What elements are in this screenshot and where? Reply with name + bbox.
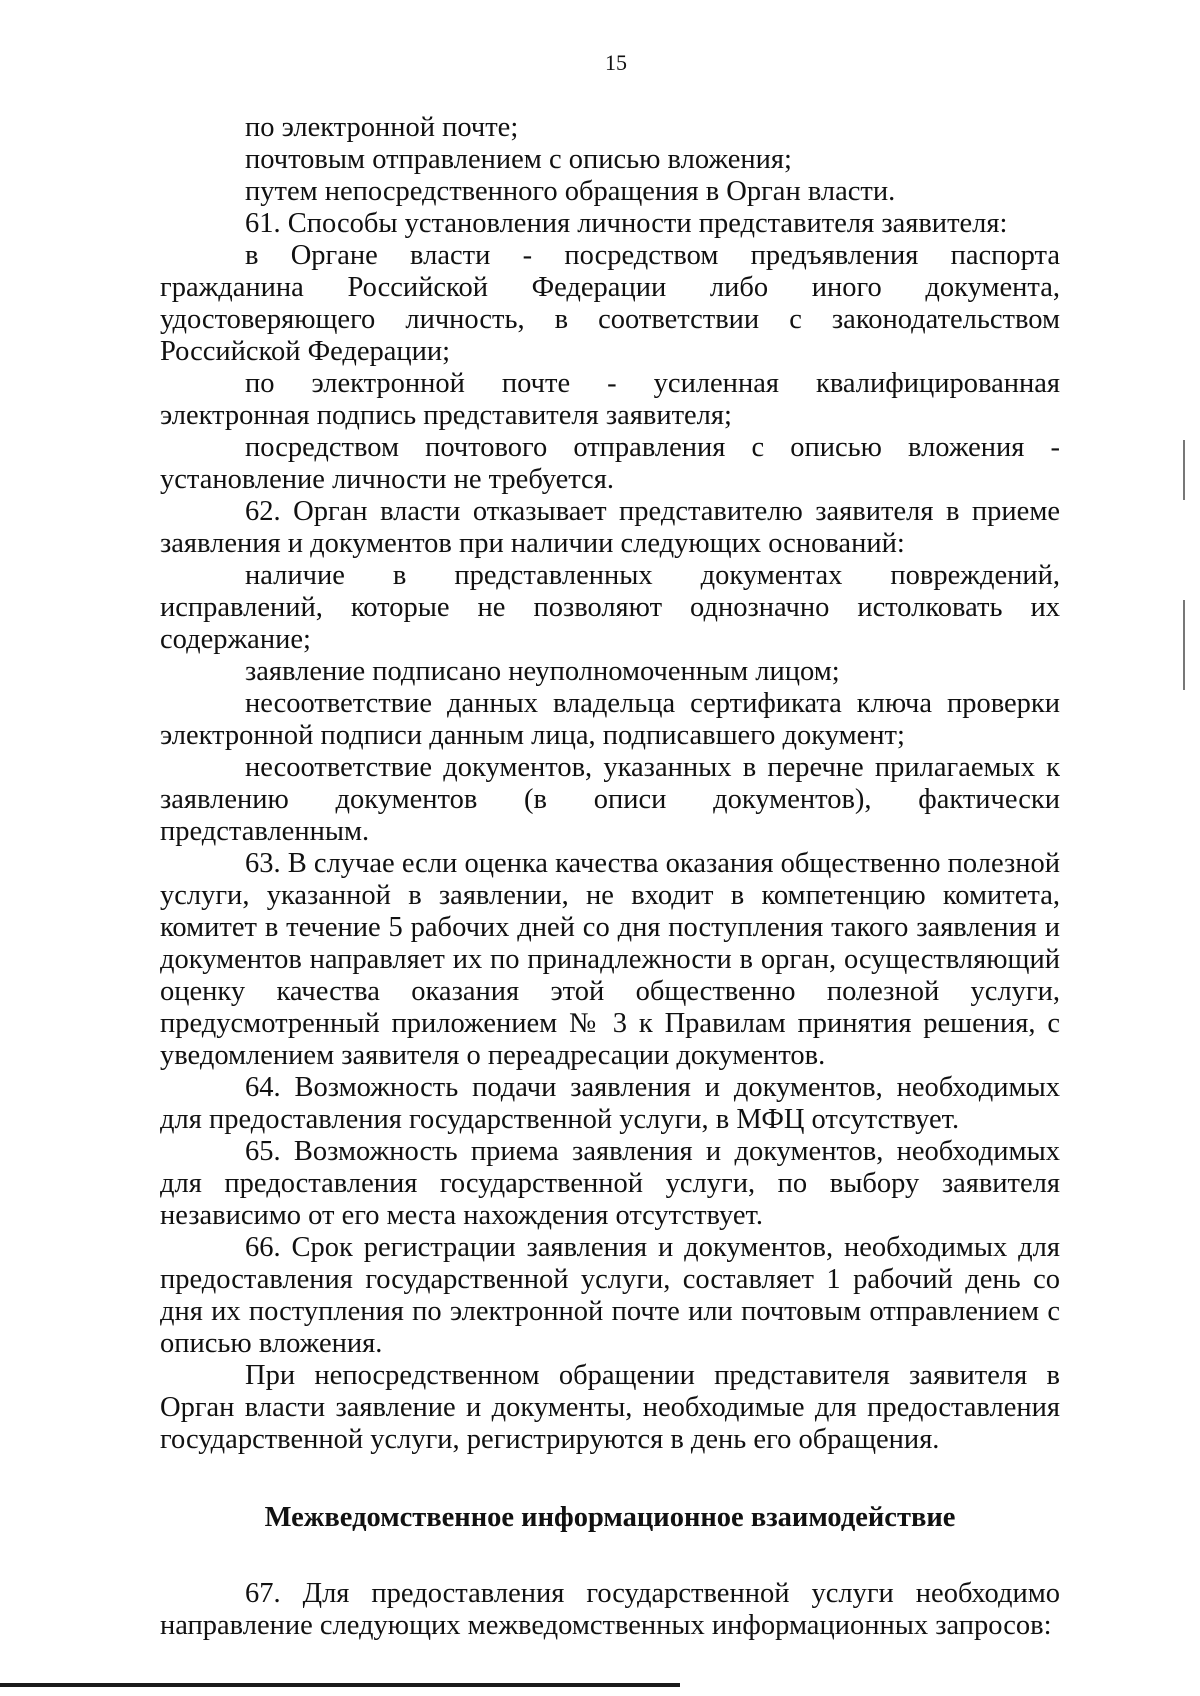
- paragraph-item-66: 66. Срок регистрации заявления и документов, необходимых для предоставления государственной услуги, составляет 1 рабочий день со дня их поступления по электронной почте или почтовым отправлением с описью вложения.: [160, 1232, 1060, 1359]
- paragraph: несоответствие данных владельца сертификата ключа проверки электронной подписи данным лица, подписавшего документ;: [160, 688, 1060, 751]
- paragraph: заявление подписано неуполномоченным лицом;: [245, 656, 840, 687]
- paragraph: При непосредственном обращении представителя заявителя в Орган власти заявление и документы, необходимые для предоставления государственной услуги, регистрируются в день его обращения.: [160, 1360, 1060, 1455]
- paragraph: несоответствие документов, указанных в перечне прилагаемых к заявлению документов (в описи документов), фактически представленным.: [160, 752, 1060, 847]
- paragraph-item-62: 62. Орган власти отказывает представителю заявителя в приеме заявления и документов при наличии следующих оснований:: [160, 496, 1060, 559]
- paragraph: наличие в представленных документах повреждений, исправлений, которые не позволяют однозначно истолковать их содержание;: [160, 560, 1060, 655]
- paragraph: по электронной почте - усиленная квалифицированная электронная подпись представителя заявителя;: [160, 368, 1060, 431]
- paragraph-item-61: 61. Способы установления личности представителя заявителя:: [245, 208, 1008, 239]
- page-number: 15: [605, 50, 627, 75]
- document-body: [160, 112, 1060, 1642]
- paragraph-item-65: 65. Возможность приема заявления и документов, необходимых для предоставления государственной услуги, по выбору заявителя независимо от его места нахождения отсутствует.: [160, 1136, 1060, 1231]
- scan-margin-mark: [1183, 440, 1185, 500]
- scan-margin-mark: [1183, 600, 1185, 690]
- paragraph-item-67: 67. Для предоставления государственной услуги необходимо направление следующих межведомственных информационных запросов:: [160, 1578, 1060, 1641]
- paragraph-item-64: 64. Возможность подачи заявления и документов, необходимых для предоставления государственной услуги, в МФЦ отсутствует.: [160, 1072, 1060, 1135]
- paragraph: посредством почтового отправления с описью вложения - установление личности не требуется.: [160, 432, 1060, 495]
- paragraph: почтовым отправлением с описью вложения;: [245, 144, 792, 175]
- paragraph: по электронной почте;: [245, 112, 519, 143]
- paragraph: в Органе власти - посредством предъявления паспорта гражданина Российской Федерации либо иного документа, удостоверяющего личность, в соответствии с законодательством Российской Федерации;: [160, 240, 1060, 367]
- section-heading: Межведомственное информационное взаимодействие: [264, 1502, 956, 1533]
- paragraph: путем непосредственного обращения в Орган власти.: [245, 176, 896, 207]
- paragraph-item-63: 63. В случае если оценка качества оказания общественно полезной услуги, указанной в заявлении, не входит в компетенцию комитета, комитет в течение 5 рабочих дней со дня поступления такого заявления и документов направляет их по принадлежности в орган, осуществляющий оценку качества оказания этой общественно полезной услуги, предусмотренный приложением № 3 к Правилам принятия решения, с уведомлением заявителя о переадресации документов.: [160, 848, 1060, 1071]
- scan-bottom-edge: [0, 1683, 680, 1687]
